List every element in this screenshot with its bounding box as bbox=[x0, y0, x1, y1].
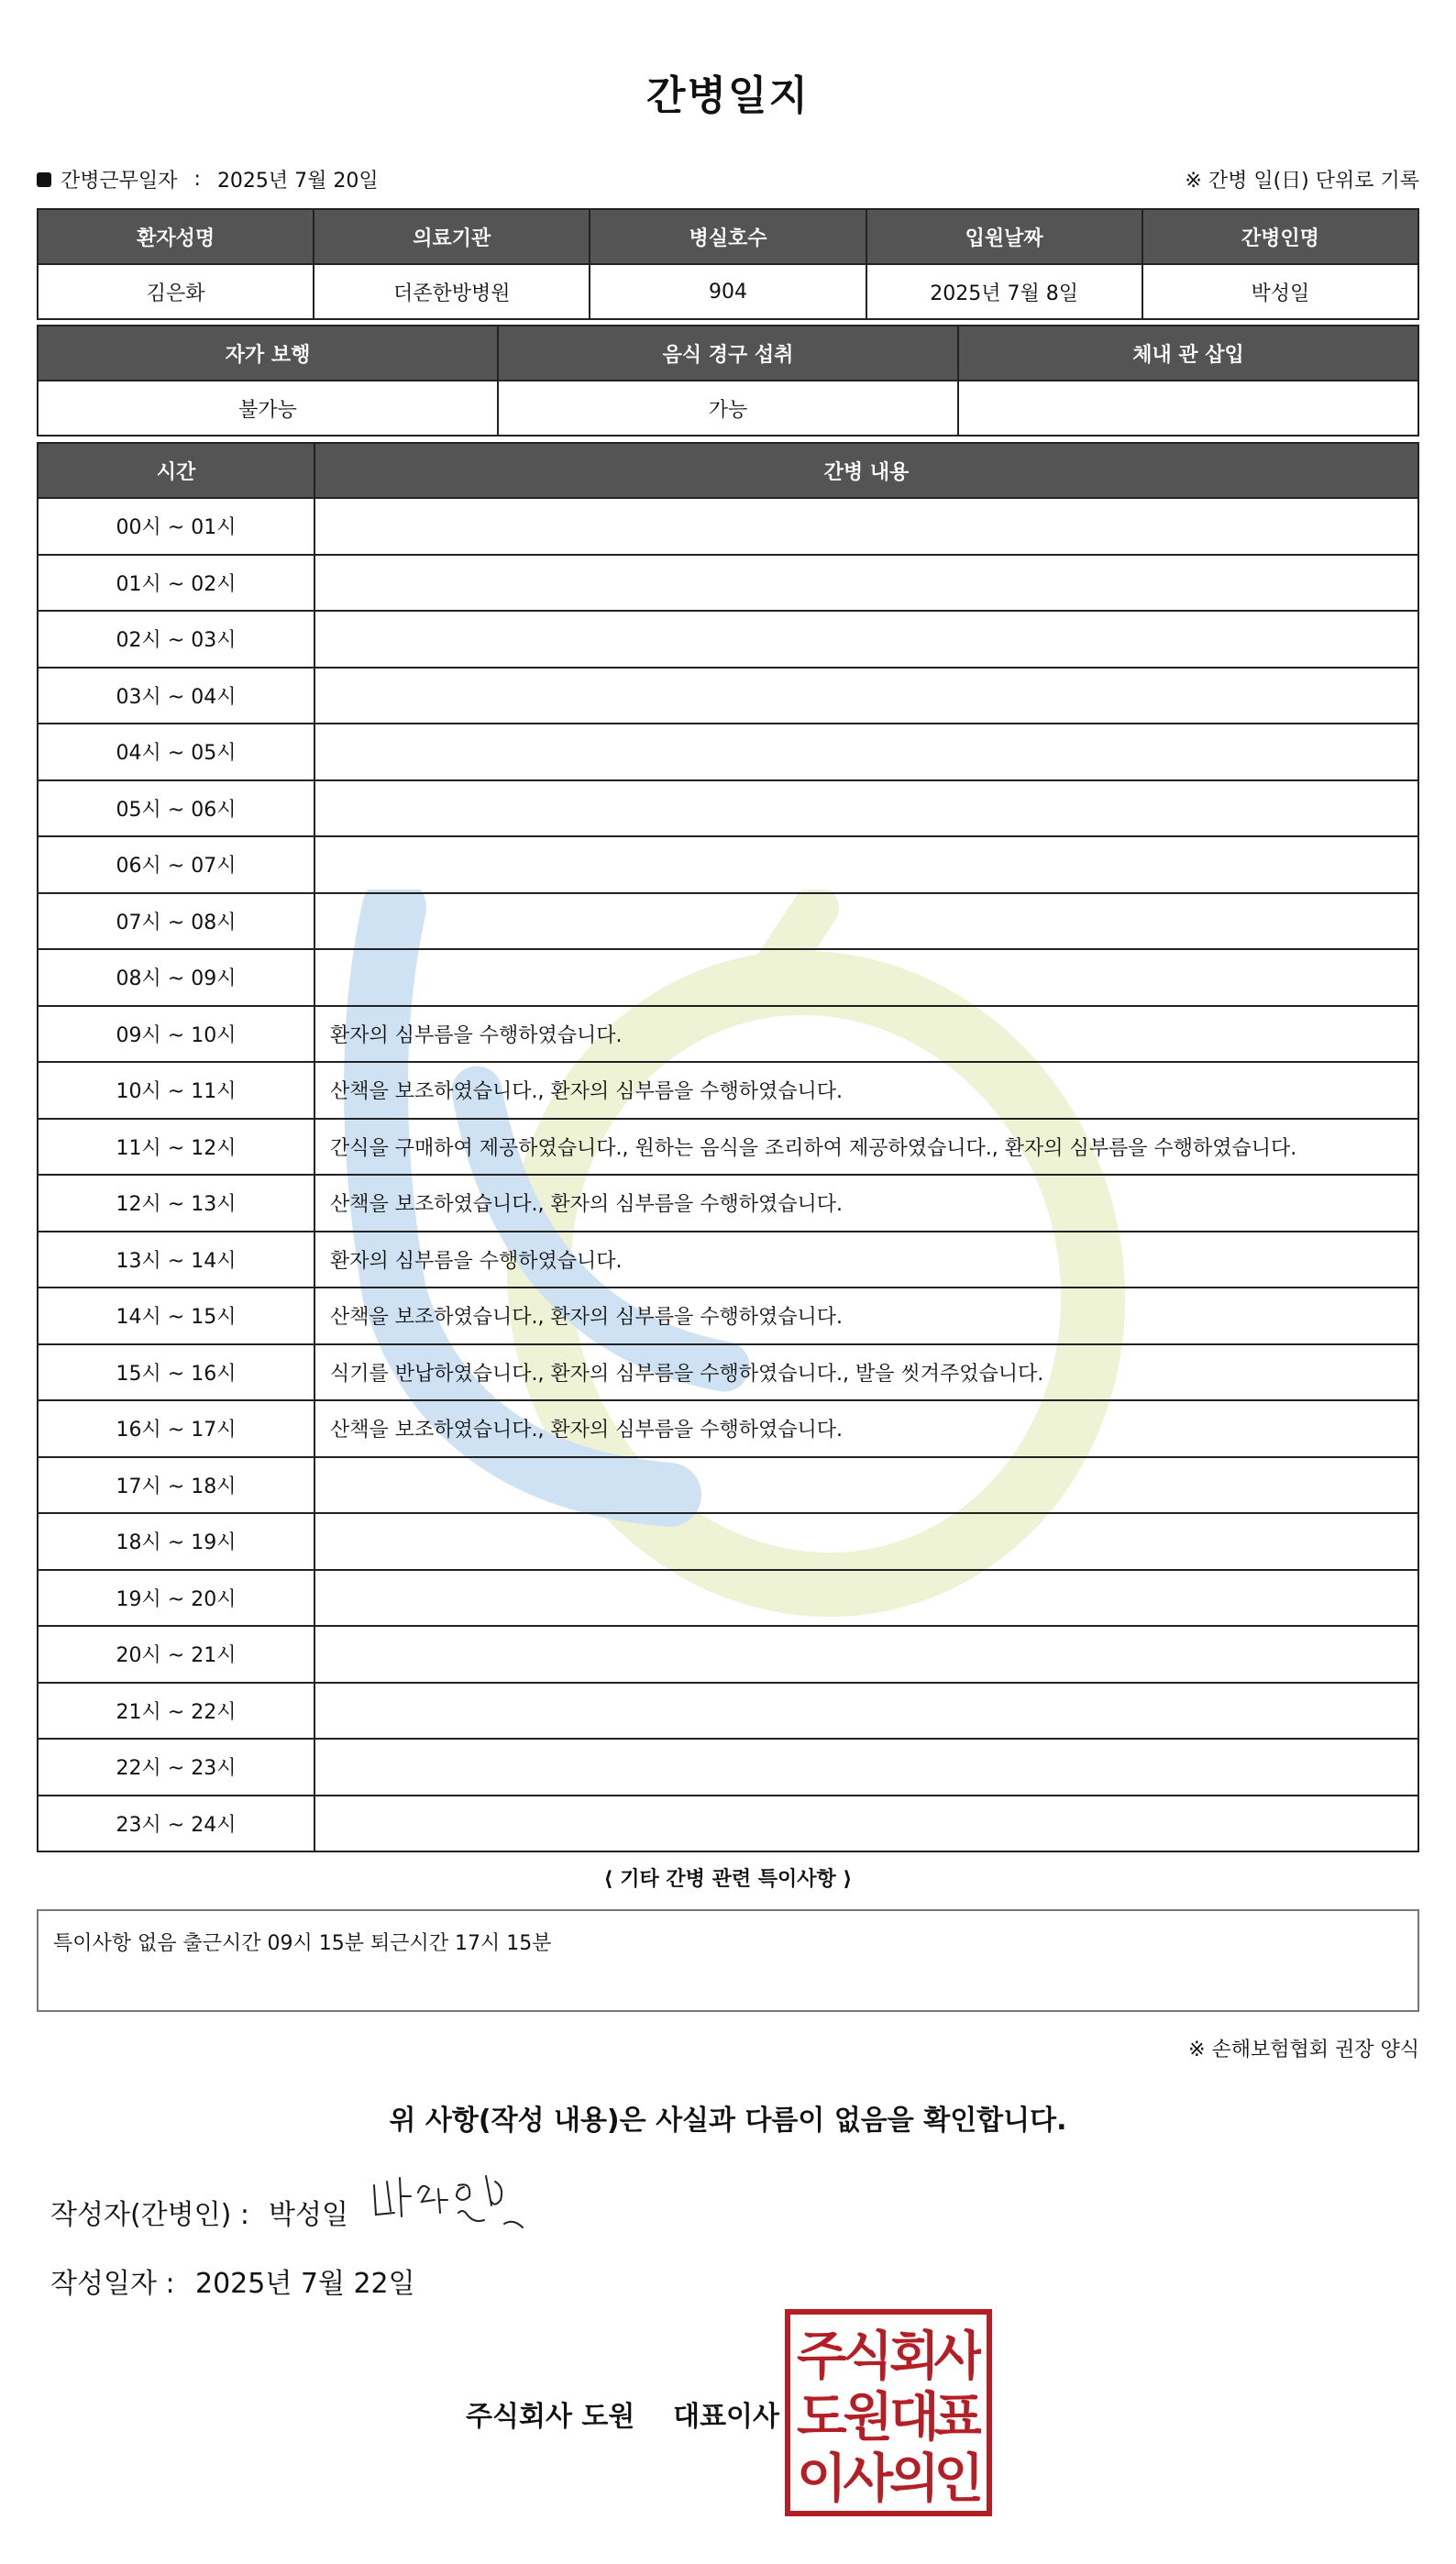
log-time: 00시 ~ 01시 bbox=[38, 498, 314, 555]
log-time: 09시 ~ 10시 bbox=[38, 1006, 314, 1063]
table-row bbox=[38, 555, 1418, 612]
notes-title: ⟨ 기타 간병 관련 특이사항 ⟩ bbox=[603, 1868, 853, 1891]
table-row bbox=[38, 1062, 1418, 1119]
log-content: 간식을 구매하여 제공하였습니다., 원하는 음식을 조리하여 제공하였습니다., 환자의 심부름을 수행하였습니다. bbox=[314, 1119, 1418, 1176]
table-row bbox=[38, 668, 1418, 724]
page-title: 간병일지 bbox=[645, 72, 810, 119]
log-content bbox=[314, 1570, 1418, 1627]
form-note: ※ 손해보험협회 권장 양식 bbox=[1188, 2039, 1419, 2061]
table-row bbox=[38, 1288, 1418, 1344]
table-row bbox=[38, 1739, 1418, 1796]
table-row bbox=[38, 893, 1418, 950]
signature bbox=[367, 2169, 532, 2242]
notes-box bbox=[37, 1909, 1419, 2012]
duty-date-label: 간병근무일자 bbox=[61, 170, 178, 193]
seal-icon bbox=[796, 2320, 981, 2505]
self-walking: 불가능 bbox=[38, 381, 498, 436]
written-date-value: 2025년 7월 22일 bbox=[195, 2268, 415, 2300]
log-content bbox=[314, 836, 1418, 893]
header-self-walking: 자가 보행 bbox=[38, 326, 498, 381]
info-row bbox=[37, 165, 1419, 198]
written-date-label: 작성일자 : bbox=[50, 2268, 175, 2300]
caregiver-name: 박성일 bbox=[1142, 264, 1418, 319]
log-content bbox=[314, 668, 1418, 724]
log-time: 10시 ~ 11시 bbox=[38, 1062, 314, 1119]
company-seal bbox=[785, 2309, 992, 2516]
log-time: 04시 ~ 05시 bbox=[38, 724, 314, 780]
table-row bbox=[38, 1232, 1418, 1288]
table-row bbox=[38, 1457, 1418, 1514]
header-tube-insertion: 체내 관 삽입 bbox=[958, 326, 1418, 381]
log-content bbox=[314, 1739, 1418, 1796]
author-label: 작성자(간병인) : bbox=[50, 2199, 249, 2231]
log-time: 23시 ~ 24시 bbox=[38, 1796, 314, 1852]
header-time: 시간 bbox=[38, 443, 314, 498]
table-row bbox=[38, 1344, 1418, 1401]
log-time: 22시 ~ 23시 bbox=[38, 1739, 314, 1796]
table-row bbox=[38, 1006, 1418, 1063]
log-content bbox=[314, 780, 1418, 837]
svg-text:주: 주 bbox=[796, 2326, 847, 2387]
log-content bbox=[314, 1796, 1418, 1852]
author-row bbox=[50, 2192, 348, 2232]
log-time: 14시 ~ 15시 bbox=[38, 1288, 314, 1344]
log-time: 11시 ~ 12시 bbox=[38, 1119, 314, 1176]
author-name: 박성일 bbox=[269, 2199, 348, 2231]
log-time: 19시 ~ 20시 bbox=[38, 1570, 314, 1627]
log-time: 16시 ~ 17시 bbox=[38, 1400, 314, 1457]
notes-content: 특이사항 없음 출근시간 09시 15분 퇴근시간 17시 15분 bbox=[53, 1932, 552, 1955]
svg-text:의: 의 bbox=[888, 2448, 940, 2505]
table-row bbox=[38, 1175, 1418, 1232]
svg-text:인: 인 bbox=[933, 2448, 981, 2505]
log-time: 20시 ~ 21시 bbox=[38, 1626, 314, 1683]
table-row bbox=[38, 1400, 1418, 1457]
duty-date-value: 2025년 7월 20일 bbox=[216, 170, 379, 193]
table-row bbox=[38, 780, 1418, 837]
log-content bbox=[314, 498, 1418, 555]
log-time: 15시 ~ 16시 bbox=[38, 1344, 314, 1401]
log-content: 산책을 보조하였습니다., 환자의 심부름을 수행하였습니다. bbox=[314, 1288, 1418, 1344]
header-admission-date: 입원날짜 bbox=[866, 209, 1142, 264]
table-row bbox=[38, 1796, 1418, 1852]
patient-name: 김은화 bbox=[38, 264, 314, 319]
header-caregiver-name: 간병인명 bbox=[1142, 209, 1418, 264]
care-log-table bbox=[37, 442, 1419, 1852]
patient-status-table bbox=[37, 325, 1419, 437]
svg-text:사: 사 bbox=[933, 2326, 981, 2387]
log-content bbox=[314, 1457, 1418, 1514]
table-row bbox=[38, 1119, 1418, 1176]
log-time: 12시 ~ 13시 bbox=[38, 1175, 314, 1232]
header-patient-name: 환자성명 bbox=[38, 209, 314, 264]
confirmation-statement: 위 사항(작성 내용)은 사실과 다름이 없음을 확인합니다. bbox=[389, 2105, 1067, 2137]
institution: 더존한방병원 bbox=[314, 264, 590, 319]
svg-text:대: 대 bbox=[888, 2387, 940, 2448]
company-line: 주식회사 도원 대표이사 bbox=[466, 2401, 780, 2433]
log-content: 산책을 보조하였습니다., 환자의 심부름을 수행하였습니다. bbox=[314, 1175, 1418, 1232]
oral-intake: 가능 bbox=[498, 381, 958, 436]
log-content bbox=[314, 555, 1418, 612]
log-time: 13시 ~ 14시 bbox=[38, 1232, 314, 1288]
duty-date-separator: : bbox=[193, 168, 201, 191]
company-name bbox=[466, 2393, 779, 2434]
header-care-content: 간병 내용 bbox=[314, 443, 1418, 498]
log-time: 18시 ~ 19시 bbox=[38, 1513, 314, 1570]
log-content bbox=[314, 611, 1418, 668]
bullet-icon bbox=[37, 172, 51, 187]
header-room-number: 병실호수 bbox=[590, 209, 866, 264]
log-time: 01시 ~ 02시 bbox=[38, 555, 314, 612]
log-content bbox=[314, 949, 1418, 1006]
table-row bbox=[38, 1513, 1418, 1570]
tube-insertion bbox=[958, 381, 1418, 436]
svg-text:원: 원 bbox=[843, 2387, 894, 2448]
table-row bbox=[38, 724, 1418, 780]
table-row bbox=[38, 1570, 1418, 1627]
table-row bbox=[38, 1683, 1418, 1740]
log-content: 환자의 심부름을 수행하였습니다. bbox=[314, 1006, 1418, 1063]
table-row bbox=[38, 611, 1418, 668]
log-content: 산책을 보조하였습니다., 환자의 심부름을 수행하였습니다. bbox=[314, 1062, 1418, 1119]
log-time: 21시 ~ 22시 bbox=[38, 1683, 314, 1740]
patient-info-table bbox=[37, 208, 1419, 320]
log-content: 산책을 보조하였습니다., 환자의 심부름을 수행하였습니다. bbox=[314, 1400, 1418, 1457]
table-row bbox=[38, 1626, 1418, 1683]
log-time: 05시 ~ 06시 bbox=[38, 780, 314, 837]
svg-text:회: 회 bbox=[888, 2326, 940, 2387]
written-date-row bbox=[50, 2260, 415, 2301]
log-content bbox=[314, 1626, 1418, 1683]
log-time: 07시 ~ 08시 bbox=[38, 893, 314, 950]
header-oral-intake: 음식 경구 섭취 bbox=[498, 326, 958, 381]
log-time: 03시 ~ 04시 bbox=[38, 668, 314, 724]
duty-date bbox=[37, 165, 379, 193]
table-row bbox=[38, 498, 1418, 555]
unit-note: ※ 간병 일(日) 단위로 기록 bbox=[1185, 170, 1419, 193]
svg-text:도: 도 bbox=[796, 2387, 847, 2448]
svg-text:식: 식 bbox=[843, 2326, 894, 2387]
header-institution: 의료기관 bbox=[314, 209, 590, 264]
log-content bbox=[314, 1683, 1418, 1740]
admission-date: 2025년 7월 8일 bbox=[866, 264, 1142, 319]
table-row bbox=[38, 836, 1418, 893]
log-time: 02시 ~ 03시 bbox=[38, 611, 314, 668]
log-time: 06시 ~ 07시 bbox=[38, 836, 314, 893]
table-row bbox=[38, 949, 1418, 1006]
room-number: 904 bbox=[590, 264, 866, 319]
log-time: 17시 ~ 18시 bbox=[38, 1457, 314, 1514]
svg-text:표: 표 bbox=[933, 2387, 981, 2448]
svg-text:사: 사 bbox=[843, 2448, 894, 2505]
log-content bbox=[314, 1513, 1418, 1570]
log-content bbox=[314, 724, 1418, 780]
log-time: 08시 ~ 09시 bbox=[38, 949, 314, 1006]
log-content bbox=[314, 893, 1418, 950]
log-content: 식기를 반납하였습니다., 환자의 심부름을 수행하였습니다., 발을 씻겨주었습니다. bbox=[314, 1344, 1418, 1401]
log-content: 환자의 심부름을 수행하였습니다. bbox=[314, 1232, 1418, 1288]
svg-text:이: 이 bbox=[796, 2448, 847, 2505]
